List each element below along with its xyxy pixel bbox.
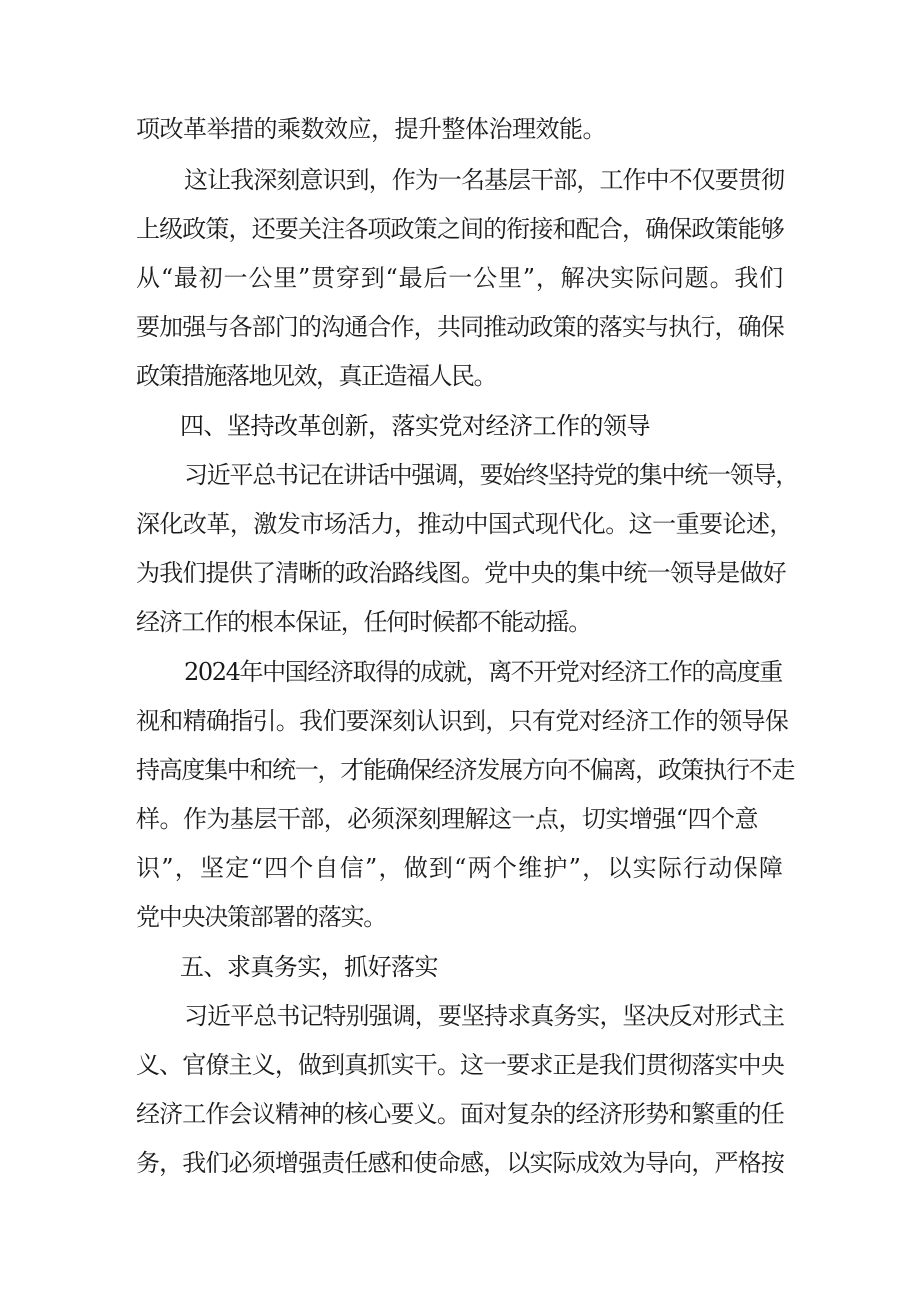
- line-text: 从“最初一公里”贯穿到“最后一公里”，解决实际问题。我们: [136, 264, 785, 292]
- line-text: 持高度集中和统一，才能确保经济发展方向不偏离，政策执行不走: [136, 756, 795, 784]
- text-line: [0, 599, 920, 645]
- line-text: 习近平总书记特别强调，要坚持求真务实，坚决反对形式主: [184, 1002, 785, 1030]
- text-line: [0, 304, 920, 350]
- line-text: 深化改革，激发市场活力，推动中国式现代化。这一重要论述，: [136, 510, 793, 538]
- line-text: 党中央决策部署的落实。: [136, 903, 387, 931]
- line-text: 视和精确指引。我们要深刻认识到，只有党对经济工作的领导保: [136, 707, 789, 735]
- line-text: 识”，坚定“四个自信”，做到“两个维护”，以实际行动保障: [136, 854, 785, 882]
- text-line: [0, 501, 920, 547]
- heading-text: 五、求真务实，抓好落实: [180, 953, 438, 981]
- section-heading: [0, 403, 920, 449]
- line-text: 经济工作会议精神的核心要义。面对复杂的经济形势和繁重的任: [136, 1100, 784, 1128]
- text-line: [0, 894, 920, 940]
- text-line: [0, 845, 920, 891]
- line-text: 义、官僚主义，做到真抓实干。这一要求正是我们贯彻落实中央: [136, 1051, 784, 1079]
- text-line: [0, 747, 920, 793]
- text-line: [0, 1042, 920, 1088]
- text-line: [0, 550, 920, 596]
- line-text: 要加强与各部门的沟通合作，共同推动政策的落实与执行，确保: [136, 313, 784, 341]
- text-line: [0, 1140, 920, 1186]
- line-text: 样。作为基层干部，必须深刻理解这一点，切实增强“四个意: [136, 805, 758, 833]
- line-text: 项改革举措的乘数效应，提升整体治理效能。: [136, 115, 606, 143]
- text-line: [0, 255, 920, 301]
- text-line: [0, 206, 920, 252]
- line-text: 上级政策，还要关注各项政策之间的衔接和配合，确保政策能够: [136, 215, 784, 243]
- text-line: [0, 106, 920, 152]
- text-line: [0, 796, 920, 842]
- text-line: [0, 993, 920, 1039]
- line-text: 习近平总书记在讲话中强调，要始终坚持党的集中统一领导，: [184, 461, 798, 489]
- text-line: [0, 157, 920, 203]
- line-text: 2024年中国经济取得的成就，离不开党对经济工作的高度重: [184, 658, 782, 686]
- text-line: [0, 353, 920, 399]
- line-text: 为我们提供了清晰的政治路线图。党中央的集中统一领导是做好: [136, 559, 786, 587]
- text-line: [0, 649, 920, 695]
- line-text: 务，我们必须增强责任感和使命感，以实际成效为导向，严格按: [136, 1149, 784, 1177]
- section-heading: [0, 944, 920, 990]
- line-text: 这让我深刻意识到，作为一名基层干部，工作中不仅要贯彻: [184, 166, 785, 194]
- line-text: 经济工作的根本保证，任何时候都不能动摇。: [136, 608, 591, 636]
- text-line: [0, 698, 920, 744]
- text-line: [0, 1091, 920, 1137]
- heading-text: 四、坚持改革创新，落实党对经济工作的领导: [180, 412, 650, 440]
- text-line: [0, 452, 920, 498]
- line-text: 政策措施落地见效，真正造福人民。: [136, 362, 496, 390]
